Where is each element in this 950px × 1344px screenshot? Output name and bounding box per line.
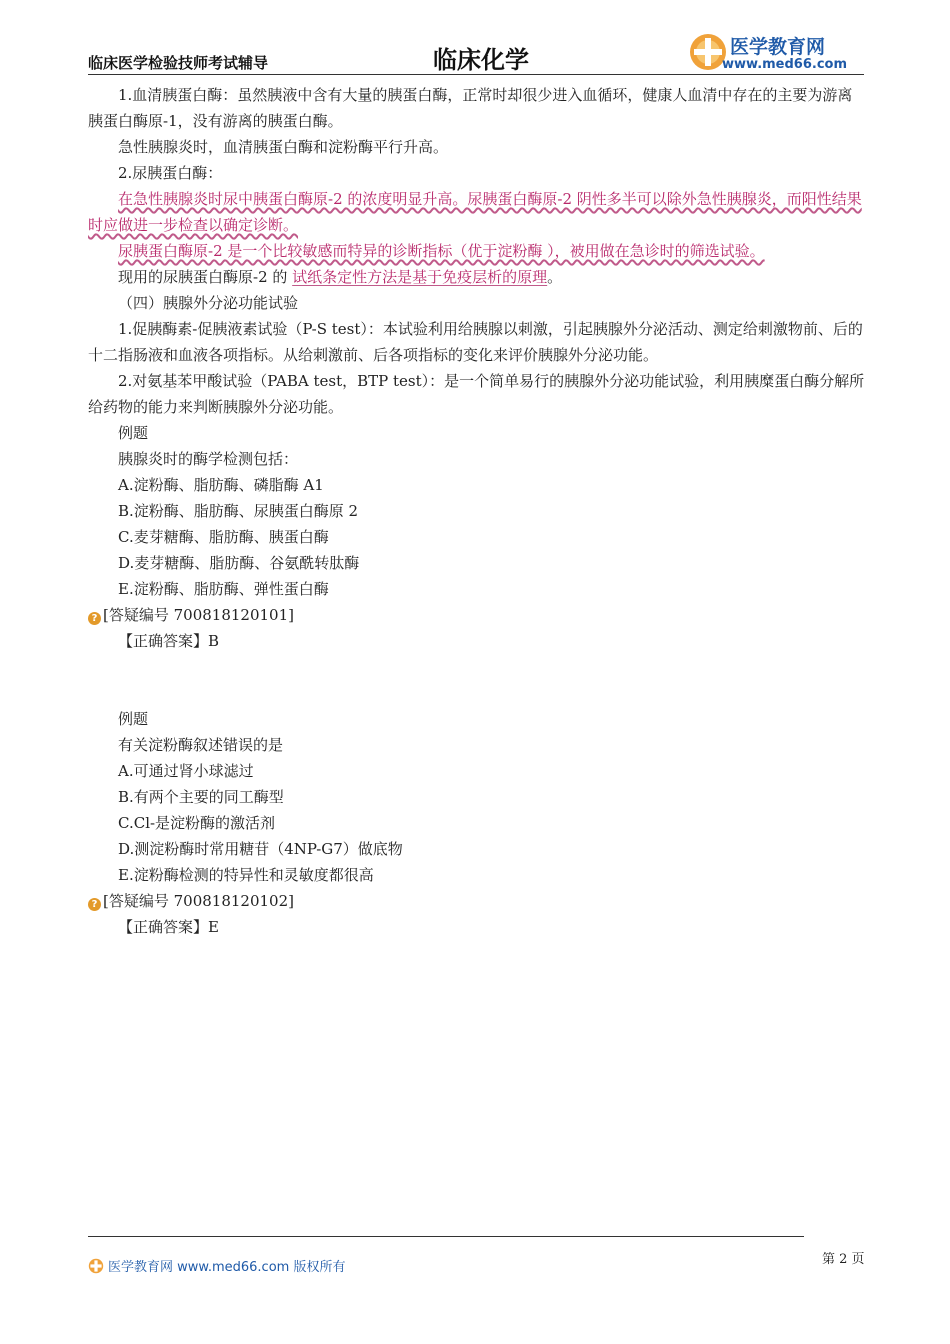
answer-option: E.淀粉酶检测的特异性和灵敏度都很高	[118, 866, 374, 884]
main-content	[88, 82, 866, 940]
answer-option: B.淀粉酶、脂肪酶、尿胰蛋白酶原 2	[118, 502, 359, 520]
highlighted-text: 试纸条定性方法是基于免疫层析的原理	[292, 268, 548, 286]
example-block-2	[88, 706, 866, 940]
correct-answer: 【正确答案】B	[118, 632, 220, 650]
answer-option: B.有两个主要的同工酶型	[118, 788, 284, 806]
answer-option: C.Cl-是淀粉酶的激活剂	[118, 814, 276, 832]
paragraph: 2.对氨基苯甲酸试验（PABA test，BTP test）：是一个简单易行的胰腺外分泌功能试验，利用胰糜蛋白酶分解所给药物的能力来判断胰腺外分泌功能。	[88, 372, 865, 416]
brand-logo[interactable]	[684, 30, 864, 74]
answer-option: D.麦芽糖酶、脂肪酶、谷氨酰转肽酶	[118, 554, 360, 572]
paragraph: 1.血清胰蛋白酶：虽然胰液中含有大量的胰蛋白酶，正常时却很少进入血循环，健康人血清中存在的主要为游离胰蛋白酶原-1，没有游离的胰蛋白酶。	[88, 86, 853, 130]
paragraph	[88, 264, 866, 290]
logo-name: 医学教育网	[730, 36, 826, 58]
help-icon[interactable]: ?	[88, 612, 101, 625]
answer-option: A.可通过肾小球滤过	[118, 762, 254, 780]
paragraph: 急性胰腺炎时，血清胰蛋白酶和淀粉酶平行升高。	[118, 138, 449, 156]
example-label: 例题	[118, 710, 149, 728]
question-text: 有关淀粉酶叙述错误的是	[118, 736, 284, 754]
paragraph: 1.促胰酶素-促胰液素试验（P-S test）：本试验利用给胰腺以刺激，引起胰腺外分泌活动、测定给刺激物前、后的十二指肠液和血液各项指标。从给刺激前、后各项指标的变化来评价胰腺外分泌功能。	[88, 320, 863, 364]
correct-answer: 【正确答案】E	[118, 918, 219, 936]
help-icon[interactable]: ?	[88, 898, 101, 911]
footer-copyright	[88, 1256, 345, 1275]
section-heading: （四）胰腺外分泌功能试验	[118, 294, 299, 312]
highlighted-paragraph	[88, 238, 866, 264]
logo-emblem-icon	[88, 1258, 104, 1274]
page-number: 第 2 页	[822, 1252, 865, 1267]
page-header	[88, 30, 864, 75]
question-reference[interactable]	[88, 602, 866, 628]
answer-option: C.麦芽糖酶、脂肪酶、胰蛋白酶	[118, 528, 329, 546]
footer-divider	[88, 1236, 804, 1237]
highlighted-text: 尿胰蛋白酶原-2 是一个比较敏感而特异的诊断指标（优于淀粉酶 ），被用做在急诊时的筛选试验。	[118, 242, 765, 260]
header-course-title: 临床医学检验技师考试辅导	[88, 54, 269, 72]
logo-url: www.med66.com	[722, 57, 848, 72]
answer-option: A.淀粉酶、脂肪酶、磷脂酶 A1	[118, 476, 324, 494]
paragraph: 2.尿胰蛋白酶：	[118, 164, 223, 182]
example-label: 例题	[118, 424, 149, 442]
answer-option: D.测淀粉酶时常用糖苷（4NP-G7）做底物	[118, 840, 403, 858]
reference-code: [答疑编号 700818120102]	[103, 892, 294, 910]
footer-text: 医学教育网 www.med66.com 版权所有	[108, 1260, 346, 1275]
header-subject-title: 临床化学	[433, 46, 529, 74]
question-reference[interactable]	[88, 888, 866, 914]
reference-code: [答疑编号 700818120101]	[103, 606, 294, 624]
answer-option: E.淀粉酶、脂肪酶、弹性蛋白酶	[118, 580, 329, 598]
question-text: 胰腺炎时的酶学检测包括：	[118, 450, 299, 468]
highlighted-paragraph	[88, 186, 866, 238]
text-segment: 现用的尿胰蛋白酶原-2 的	[118, 268, 293, 286]
text-segment: 。	[547, 268, 563, 286]
highlighted-text: 在急性胰腺炎时尿中胰蛋白酶原-2 的浓度明显升高。尿胰蛋白酶原-2 阴性多半可以除外急性胰腺炎，而阳性结果时应做进一步检查以确定诊断。	[88, 190, 862, 234]
example-block-1	[88, 420, 866, 654]
header-divider	[88, 74, 864, 75]
spacer	[88, 654, 866, 706]
